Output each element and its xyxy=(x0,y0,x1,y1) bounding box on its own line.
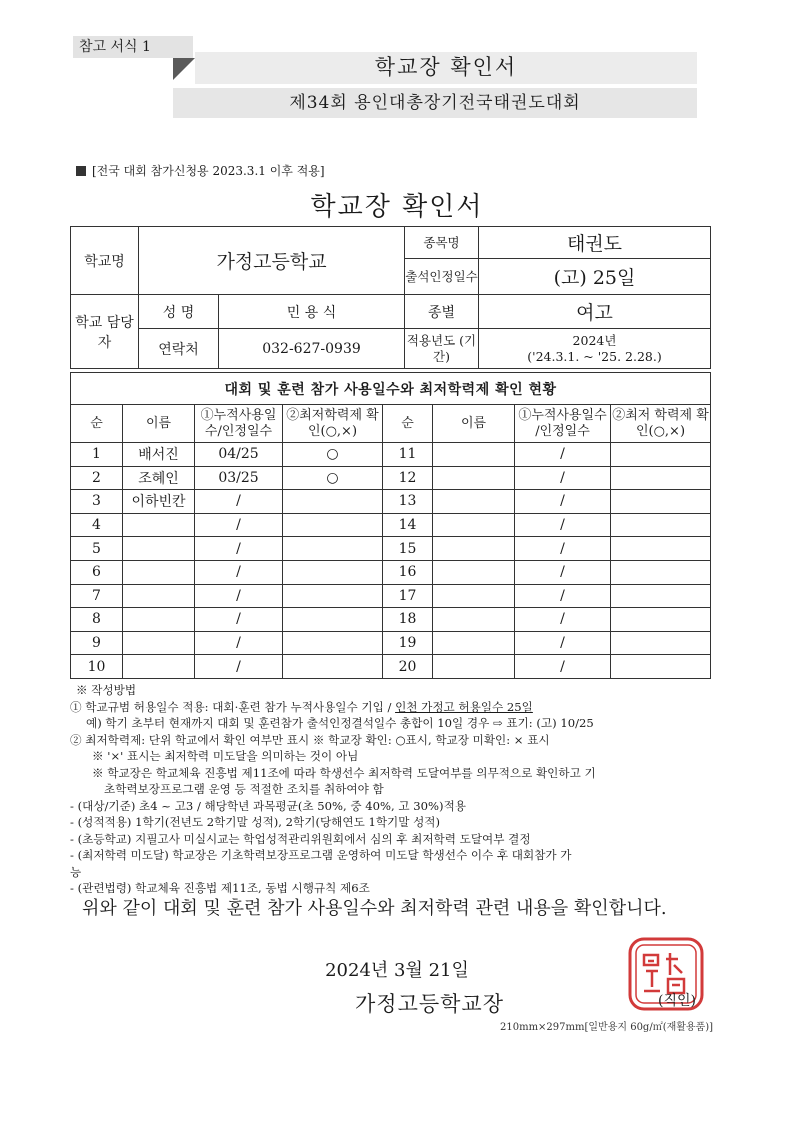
row-name: 배서진 xyxy=(123,443,195,467)
division-value: 여고 xyxy=(479,295,711,329)
row-name xyxy=(123,584,195,608)
table-row xyxy=(71,560,711,584)
col-header-no: 순 xyxy=(71,405,123,443)
col-header-days: ①누적사용일수/인정일수 xyxy=(195,405,283,443)
confirmation-statement: 위와 같이 대회 및 훈련 참가 사용일수와 최저학력 관련 내용을 확인합니다. xyxy=(82,898,667,919)
row-no: 2 xyxy=(71,466,123,490)
attendance-label: 출석인정일수 xyxy=(405,259,479,295)
row-days-2: / xyxy=(515,537,611,561)
division-label: 종별 xyxy=(405,295,479,329)
apply-year-cell xyxy=(479,329,711,369)
table-row xyxy=(71,443,711,467)
row-min-level xyxy=(283,631,383,655)
row-days-2: / xyxy=(515,490,611,514)
row-name-2 xyxy=(433,443,515,467)
row-days: / xyxy=(195,631,283,655)
row-min-level xyxy=(283,537,383,561)
staff-label: 학교 담당자 xyxy=(71,295,139,369)
table-row xyxy=(71,655,711,679)
participation-table xyxy=(70,372,711,679)
row-name-2 xyxy=(433,466,515,490)
row-name xyxy=(123,560,195,584)
row-min-level-2 xyxy=(611,513,711,537)
row-days: / xyxy=(195,560,283,584)
row-name-2 xyxy=(433,655,515,679)
paper-size-note: 210mm×297mm[일반용지 60g/㎡(재활용품)] xyxy=(500,1022,714,1033)
row-name xyxy=(123,608,195,632)
row-no: 4 xyxy=(71,513,123,537)
banner-title: 학교장 확인서 xyxy=(195,52,697,84)
row-min-level-2 xyxy=(611,490,711,514)
row-min-level-2 xyxy=(611,584,711,608)
row-no: 10 xyxy=(71,655,123,679)
table-row xyxy=(71,537,711,561)
seal-label: (직인) xyxy=(658,993,696,1009)
table-caption: 대회 및 훈련 참가 사용일수와 최저학력제 확인 현황 xyxy=(71,373,711,405)
detail-3: - (초등학교) 지필고사 미실시교는 학업성적관리위원회에서 심의 후 최저학력 도달여부 결정 xyxy=(70,831,531,846)
row-min-level: ○ xyxy=(283,443,383,467)
table-row xyxy=(71,513,711,537)
detail-1: - (대상/기준) 초4 ~ 고3 / 해당학년 과목평균(초 50%, 중 40%, 고 30%)적용 xyxy=(70,798,466,813)
table-body xyxy=(71,443,711,679)
row-min-level xyxy=(283,584,383,608)
notes-heading: ※ 작성방법 xyxy=(76,683,137,697)
row-days: / xyxy=(195,608,283,632)
row-days-2: / xyxy=(515,631,611,655)
apply-year-label: 적용년도 (기간) xyxy=(405,329,479,369)
row-min-level xyxy=(283,655,383,679)
row-no-2: 16 xyxy=(383,560,433,584)
row-name-2 xyxy=(433,584,515,608)
row-no: 5 xyxy=(71,537,123,561)
square-bullet-icon xyxy=(76,166,86,176)
row-days-2: / xyxy=(515,513,611,537)
row-name xyxy=(123,655,195,679)
row-days: / xyxy=(195,655,283,679)
detail-5: - (관련법령) 학교체육 진흥법 제11조, 동법 시행규칙 제6조 xyxy=(70,881,370,895)
row-name-2 xyxy=(433,560,515,584)
contact-label: 연락처 xyxy=(139,329,219,369)
row-no: 8 xyxy=(71,608,123,632)
school-name-value: 가정고등학교 xyxy=(139,227,405,295)
row-name-2 xyxy=(433,608,515,632)
apply-year-value: 2024년 xyxy=(572,332,617,348)
event-label: 종목명 xyxy=(405,227,479,259)
row-min-level-2 xyxy=(611,560,711,584)
banner-triangle-decoration xyxy=(173,58,195,80)
staff-name-label: 성 명 xyxy=(139,295,219,329)
row-days: / xyxy=(195,584,283,608)
event-value: 태권도 xyxy=(479,227,711,259)
table-row xyxy=(71,584,711,608)
row-no-2: 20 xyxy=(383,655,433,679)
row-days: 03/25 xyxy=(195,466,283,490)
row-no: 7 xyxy=(71,584,123,608)
row-days-2: / xyxy=(515,560,611,584)
row-min-level-2 xyxy=(611,608,711,632)
note-2: ② 최저학력제: 단위 학교에서 확인 여부만 표시 ※ 학교장 확인: ○표시, 학교장 미확인: × 표시 xyxy=(70,732,550,747)
table-row xyxy=(71,466,711,490)
school-name-label: 학교명 xyxy=(71,227,139,295)
row-min-level-2 xyxy=(611,631,711,655)
row-days-2: / xyxy=(515,466,611,490)
note-1-underlined: 인천 가정고 허용일수 25일 xyxy=(395,699,533,714)
col-header-name: 이름 xyxy=(123,405,195,443)
note-1-example: 예) 학기 초부터 현재까지 대회 및 훈련참가 출석인정결석일수 총합이 10일 경우 ⇨ 표기: (고) 10/25 xyxy=(86,716,594,730)
row-min-level xyxy=(283,513,383,537)
row-min-level-2 xyxy=(611,537,711,561)
school-info-table xyxy=(70,226,711,369)
detail-2: - (성적적용) 1학기(전년도 2학기말 성적), 2학기(당해연도 1학기말 성적) xyxy=(70,815,441,829)
detail-4b: 능 xyxy=(70,864,82,879)
row-no: 6 xyxy=(71,560,123,584)
row-min-level: ○ xyxy=(283,466,383,490)
table-row xyxy=(71,490,711,514)
row-min-level-2 xyxy=(611,466,711,490)
col-header-min-level-2: ②최저 학력제 확인(○,×) xyxy=(611,405,711,443)
table-row xyxy=(71,608,711,632)
row-no: 1 xyxy=(71,443,123,467)
staff-name-value: 민 용 식 xyxy=(219,295,405,329)
col-header-min-level: ②최저학력제 확인(○,×) xyxy=(283,405,383,443)
applies-note xyxy=(76,162,325,179)
row-no: 9 xyxy=(71,631,123,655)
attendance-value: (고) 25일 xyxy=(479,259,711,295)
row-name-2 xyxy=(433,631,515,655)
note-1-text: ① 학교규범 허용일수 적용: 대회·훈련 참가 누적사용일수 기입 / xyxy=(70,699,396,714)
apply-period-value: ('24.3.1. ~ '25. 2.28.) xyxy=(527,348,662,364)
row-no-2: 15 xyxy=(383,537,433,561)
document-title: 학교장 확인서 xyxy=(310,192,484,222)
row-name xyxy=(123,537,195,561)
col-header-days-2: ①누적사용일수 /인정일수 xyxy=(515,405,611,443)
instructions xyxy=(70,682,720,897)
row-days-2: / xyxy=(515,584,611,608)
row-days-2: / xyxy=(515,655,611,679)
row-name-2 xyxy=(433,513,515,537)
row-min-level xyxy=(283,490,383,514)
banner-subtitle: 제34회 용인대총장기전국태권도대회 xyxy=(173,88,697,118)
row-no-2: 12 xyxy=(383,466,433,490)
row-no-2: 11 xyxy=(383,443,433,467)
row-days: 04/25 xyxy=(195,443,283,467)
issue-date: 2024년 3월 21일 xyxy=(325,960,469,981)
row-days-2: / xyxy=(515,608,611,632)
principal-signature: 가정고등학교장 xyxy=(355,992,505,1016)
row-days-2: / xyxy=(515,443,611,467)
row-name: 조혜인 xyxy=(123,466,195,490)
note-2-b1: ※ 학교장은 학교체육 진흥법 제11조에 따라 학생선수 최저학력 도달여부를 의무적으로 확인하고 기 xyxy=(92,765,596,780)
note-2-a: ※ '×' 표시는 최저학력 미도달을 의미하는 것이 아님 xyxy=(92,749,359,763)
row-min-level xyxy=(283,608,383,632)
row-name-2 xyxy=(433,490,515,514)
row-min-level-2 xyxy=(611,655,711,679)
contact-value: 032-627-0939 xyxy=(219,329,405,369)
row-name xyxy=(123,631,195,655)
row-days: / xyxy=(195,490,283,514)
col-header-name-2: 이름 xyxy=(433,405,515,443)
row-no-2: 14 xyxy=(383,513,433,537)
row-no-2: 13 xyxy=(383,490,433,514)
row-no: 3 xyxy=(71,490,123,514)
col-header-no-2: 순 xyxy=(383,405,433,443)
row-no-2: 19 xyxy=(383,631,433,655)
row-no-2: 17 xyxy=(383,584,433,608)
row-days: / xyxy=(195,513,283,537)
note-2-b2: 초학력보장프로그램 운영 등 적절한 조치를 취하여야 함 xyxy=(104,782,384,796)
detail-4a: - (최저학력 미도달) 학교장은 기초학력보장프로그램 운영하여 미도달 학생선수 이수 후 대회참가 가 xyxy=(70,848,572,862)
applies-note-text: [전국 대회 참가신청용 2023.3.1 이후 적용] xyxy=(92,164,325,178)
note-1 xyxy=(70,699,720,716)
table-row xyxy=(71,631,711,655)
reference-form-label: 참고 서식 1 xyxy=(73,36,193,58)
row-days: / xyxy=(195,537,283,561)
row-name xyxy=(123,513,195,537)
row-no-2: 18 xyxy=(383,608,433,632)
row-min-level xyxy=(283,560,383,584)
row-min-level-2 xyxy=(611,443,711,467)
row-name-2 xyxy=(433,537,515,561)
row-name: 이하빈칸 xyxy=(123,490,195,514)
